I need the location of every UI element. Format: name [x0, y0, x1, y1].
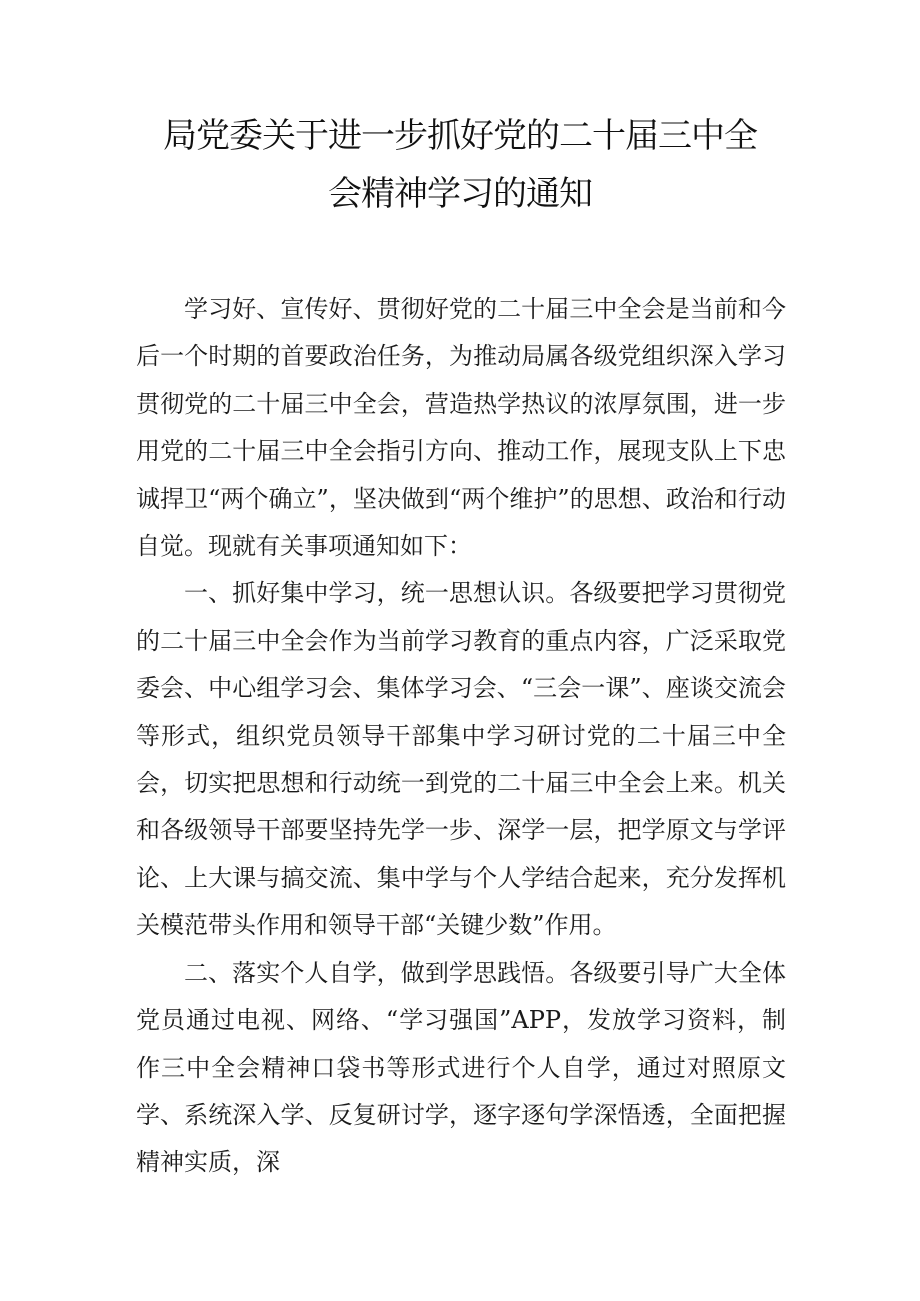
- document-title-line-2: 会精神学习的通知: [328, 174, 592, 214]
- paragraph-intro: 学习好、宣传好、贯彻好党的二十届三中全会是当前和今后一个时期的首要政治任务，为推动局属各级党组织深入学习贯彻党的二十届三中全会，营造热学热议的浓厚氛围，进一步用党的二十届三中全会指引方向、推动工作，展现支队上下忠诚捍卫“两个确立”，坚决做到“两个维护”的思想、政治和行动自觉。现就有关事项通知如下：: [136, 295, 786, 561]
- document-body: [136, 286, 786, 1187]
- paragraph-section-1: 一、抓好集中学习，统一思想认识。各级要把学习贯彻党的二十届三中全会作为当前学习教育的重点内容，广泛采取党委会、中心组学习会、集体学习会、“三会一课”、座谈交流会等形式，组织党员领导干部集中学习研讨党的二十届三中全会，切实把思想和行动统一到党的二十届三中全会上来。机关和各级领导干部要坚持先学一步、深学一层，把学原文与学评论、上大课与搞交流、集中学与个人学结合起来，充分发挥机关模范带头作用和领导干部“关键少数”作用。: [136, 579, 786, 940]
- paragraph-section-2: 二、落实个人自学，做到学思践悟。各级要引导广大全体党员通过电视、网络、“学习强国”APP，发放学习资料，制作三中全会精神口袋书等形式进行个人自学，通过对照原文学、系统深入学、反复研讨学，逐字逐句学深悟透，全面把握精神实质，深: [136, 958, 786, 1177]
- document-title-line-1: 局党委关于进一步抓好党的二十届三中全: [163, 116, 757, 156]
